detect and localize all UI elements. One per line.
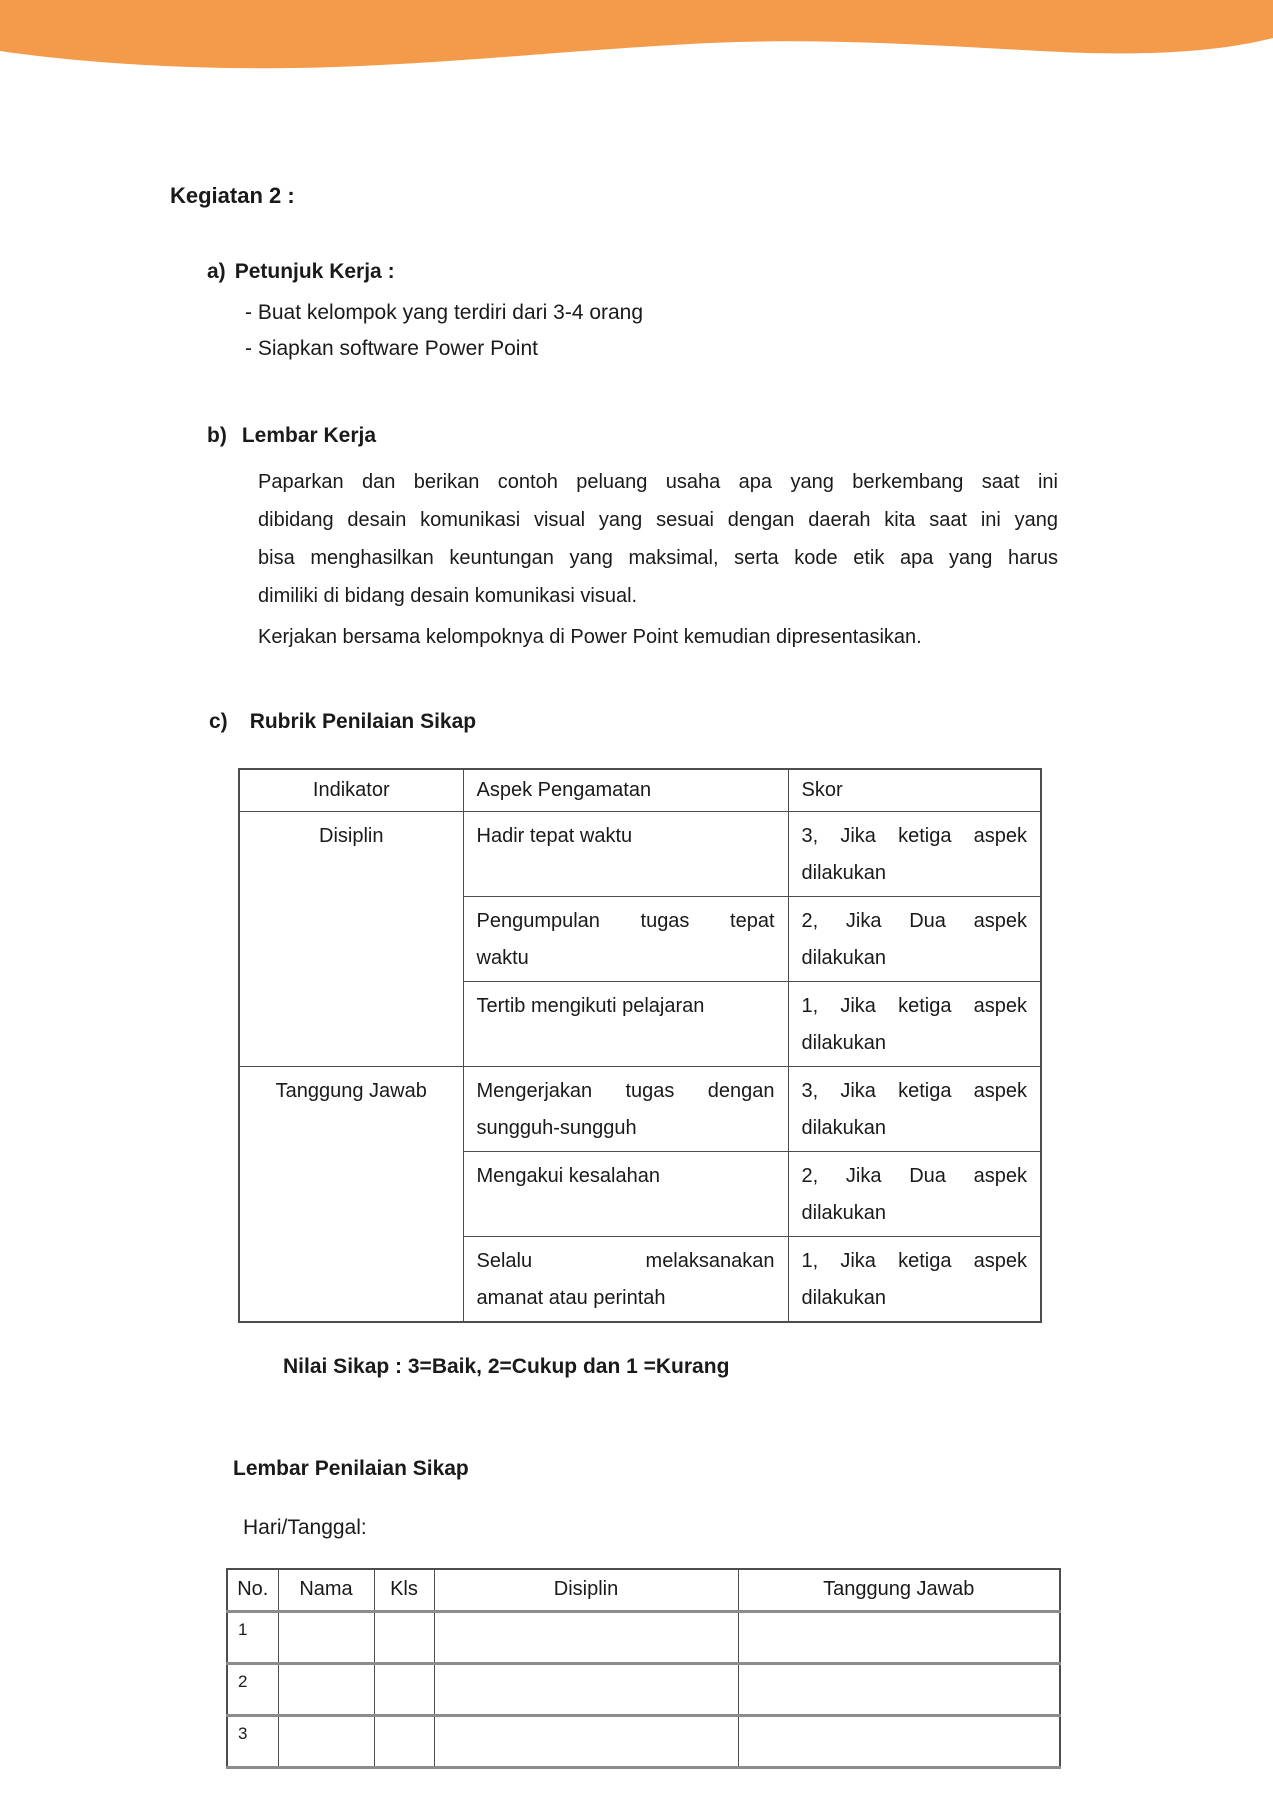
rubric-skor-cell — [788, 1237, 1041, 1323]
row-number: 3 — [227, 1715, 278, 1767]
text-line: dibidang desain komunikasi visual yang sesuai dengan daerah kita saat ini yang — [258, 509, 1058, 531]
section-b-label: b) — [207, 424, 227, 447]
table-row — [227, 1715, 1060, 1767]
empty-cell — [738, 1663, 1060, 1715]
lembar-kerja-paragraph — [258, 463, 1058, 615]
section-c-heading-text: Rubrik Penilaian Sikap — [249, 710, 477, 733]
table-row — [227, 1663, 1060, 1715]
empty-cell — [278, 1715, 374, 1767]
section-a-heading-text: Petunjuk Kerja : — [234, 260, 395, 283]
assessment-table — [226, 1568, 1061, 1769]
text-line: Mengerjakan tugas dengan — [476, 1080, 775, 1102]
text-line: dilakukan — [801, 947, 887, 969]
rubric-skor-cell — [788, 812, 1041, 897]
rubric-aspek-cell — [463, 1067, 788, 1152]
empty-cell — [738, 1715, 1060, 1767]
lembar-kerja-closing-line: Kerjakan bersama kelompoknya di Power Point kemudian dipresentasikan. — [258, 626, 922, 648]
section-b-heading — [207, 424, 376, 448]
text-line: Hadir tepat waktu — [476, 825, 633, 847]
assessment-header-nama: Nama — [278, 1569, 374, 1611]
text-line: dilakukan — [801, 1287, 887, 1309]
empty-cell — [434, 1611, 738, 1663]
text-line: sungguh-sungguh — [476, 1117, 637, 1139]
section-a-heading — [207, 260, 395, 284]
rubric-aspek-cell — [463, 1152, 788, 1237]
assessment-header-kls: Kls — [374, 1569, 434, 1611]
nilai-sikap-note: Nilai Sikap : 3=Baik, 2=Cukup dan 1 =Kurang — [283, 1355, 730, 1378]
rubric-aspek-cell — [463, 897, 788, 982]
rubric-skor-cell — [788, 1067, 1041, 1152]
empty-cell — [434, 1663, 738, 1715]
rubric-skor-cell — [788, 1152, 1041, 1237]
text-line: dilakukan — [801, 862, 887, 884]
rubric-header-indikator: Indikator — [239, 769, 463, 812]
rubric-aspek-cell — [463, 982, 788, 1067]
text-line: dilakukan — [801, 1117, 887, 1139]
row-number: 1 — [227, 1611, 278, 1663]
orange-wave-shape — [0, 0, 1273, 68]
text-line: amanat atau perintah — [476, 1287, 666, 1309]
table-row — [239, 812, 1041, 897]
text-line: waktu — [476, 947, 529, 969]
table-row — [227, 1611, 1060, 1663]
bullet-item: - Buat kelompok yang terdiri dari 3-4 orang — [245, 301, 644, 324]
assessment-header-no: No. — [227, 1569, 278, 1611]
row-number: 2 — [227, 1663, 278, 1715]
empty-cell — [278, 1611, 374, 1663]
text-line: 2, Jika Dua aspek — [801, 1165, 1027, 1187]
section-a-label: a) — [207, 260, 226, 283]
rubric-skor-cell — [788, 982, 1041, 1067]
bullet-item: - Siapkan software Power Point — [245, 337, 538, 360]
text-line: Mengakui kesalahan — [476, 1165, 660, 1187]
text-line: Pengumpulan tugas tepat — [476, 910, 775, 932]
section-c-label: c) — [209, 710, 228, 733]
empty-cell — [374, 1663, 434, 1715]
text-line: 3, Jika ketiga aspek — [801, 825, 1027, 847]
text-line: dilakukan — [801, 1032, 887, 1054]
rubric-header-aspek: Aspek Pengamatan — [463, 769, 788, 812]
text-line: Tertib mengikuti pelajaran — [476, 995, 705, 1017]
page-title: Kegiatan 2 : — [170, 183, 295, 208]
text-line: 3, Jika ketiga aspek — [801, 1080, 1027, 1102]
text-line: 2, Jika Dua aspek — [801, 910, 1027, 932]
empty-cell — [434, 1715, 738, 1767]
text-line: bisa menghasilkan keuntungan yang maksimal, serta kode etik apa yang harus — [258, 547, 1058, 569]
rubric-indikator-disiplin: Disiplin — [239, 812, 463, 1067]
rubric-table — [238, 768, 1042, 1323]
rubric-skor-cell — [788, 897, 1041, 982]
empty-cell — [374, 1715, 434, 1767]
rubric-aspek-cell — [463, 812, 788, 897]
text-line: Paparkan dan berikan contoh peluang usaha apa yang berkembang saat ini — [258, 471, 1058, 493]
assessment-header-row — [227, 1569, 1060, 1611]
empty-cell — [738, 1611, 1060, 1663]
hari-tanggal-label: Hari/Tanggal: — [243, 1516, 367, 1539]
text-line: dimiliki di bidang desain komunikasi visual. — [258, 585, 638, 607]
section-b-heading-text: Lembar Kerja — [241, 424, 377, 447]
text-line: Selalu melaksanakan — [476, 1250, 775, 1272]
assessment-header-tanggung-jawab: Tanggung Jawab — [738, 1569, 1060, 1611]
empty-cell — [278, 1663, 374, 1715]
assessment-header-disiplin: Disiplin — [434, 1569, 738, 1611]
lembar-penilaian-heading: Lembar Penilaian Sikap — [233, 1457, 469, 1480]
rubric-aspek-cell — [463, 1237, 788, 1323]
table-row — [239, 1067, 1041, 1152]
text-line: 1, Jika ketiga aspek — [801, 1250, 1027, 1272]
empty-cell — [374, 1611, 434, 1663]
rubric-header-row — [239, 769, 1041, 812]
text-line: 1, Jika ketiga aspek — [801, 995, 1027, 1017]
orange-wave-band — [0, 0, 1273, 80]
text-line: dilakukan — [801, 1202, 887, 1224]
rubric-header-skor: Skor — [788, 769, 1041, 812]
section-c-heading — [209, 710, 476, 734]
rubric-indikator-tanggung-jawab: Tanggung Jawab — [239, 1067, 463, 1323]
